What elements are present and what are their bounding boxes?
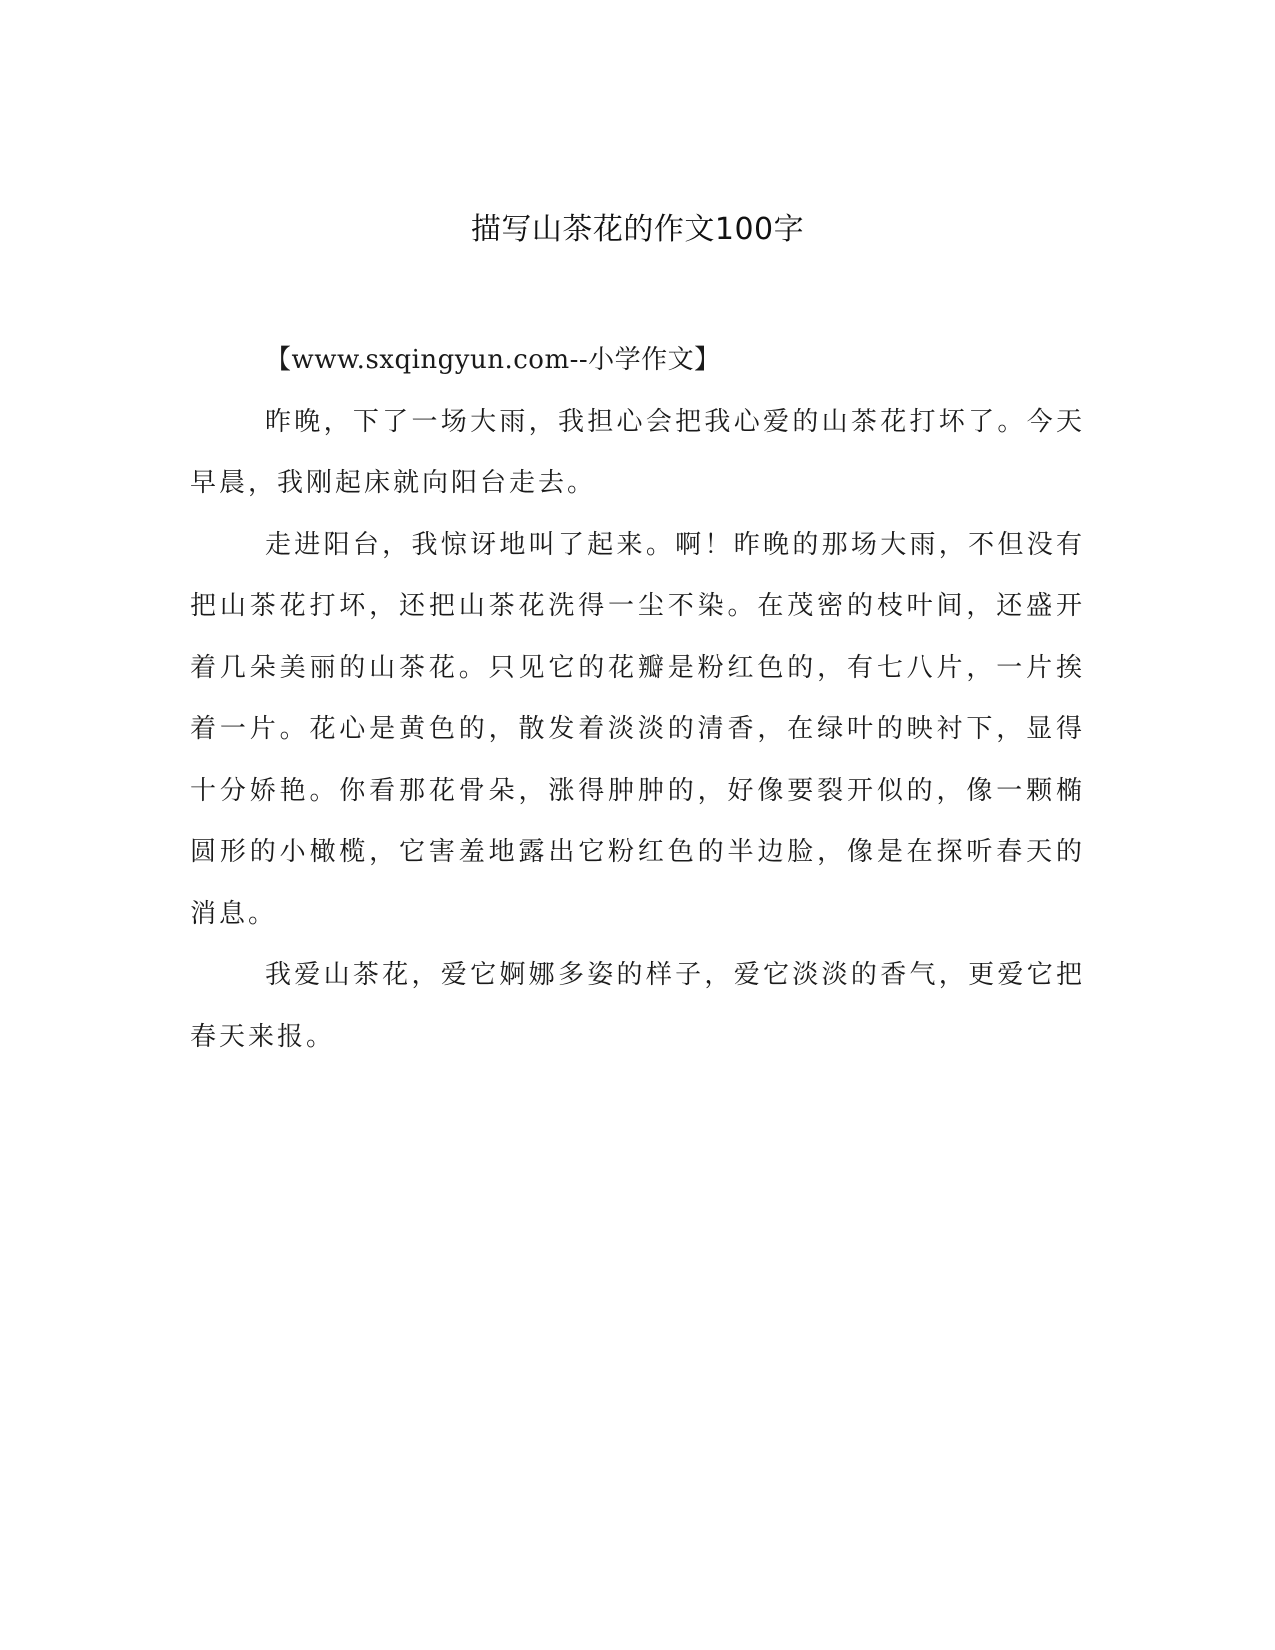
- essay-body: [190, 330, 1085, 1068]
- page-title: 描写山茶花的作文100字: [470, 212, 805, 247]
- paragraph-2: 走进阳台，我惊讶地叫了起来。啊！昨晚的那场大雨，不但没有把山茶花打坏，还把山茶花洗得一尘不染。在茂密的枝叶间，还盛开着几朵美丽的山茶花。只见它的花瓣是粉红色的，有七八片，一片挨着一片。花心是黄色的，散发着淡淡的清香，在绿叶的映衬下，显得十分娇艳。你看那花骨朵，涨得肿肿的，好像要裂开似的，像一颗椭圆形的小橄榄，它害羞地露出它粉红色的半边脸，像是在探听春天的消息。: [190, 529, 1085, 929]
- paragraph-1: 昨晚，下了一场大雨，我担心会把我心爱的山茶花打坏了。今天早晨，我刚起床就向阳台走去。: [190, 406, 1085, 498]
- paragraph-3: 我爱山茶花，爱它婀娜多姿的样子，爱它淡淡的香气，更爱它把春天来报。: [190, 960, 1085, 1052]
- source-line: 【www.sxqingyun.com--小学作文】: [265, 345, 721, 375]
